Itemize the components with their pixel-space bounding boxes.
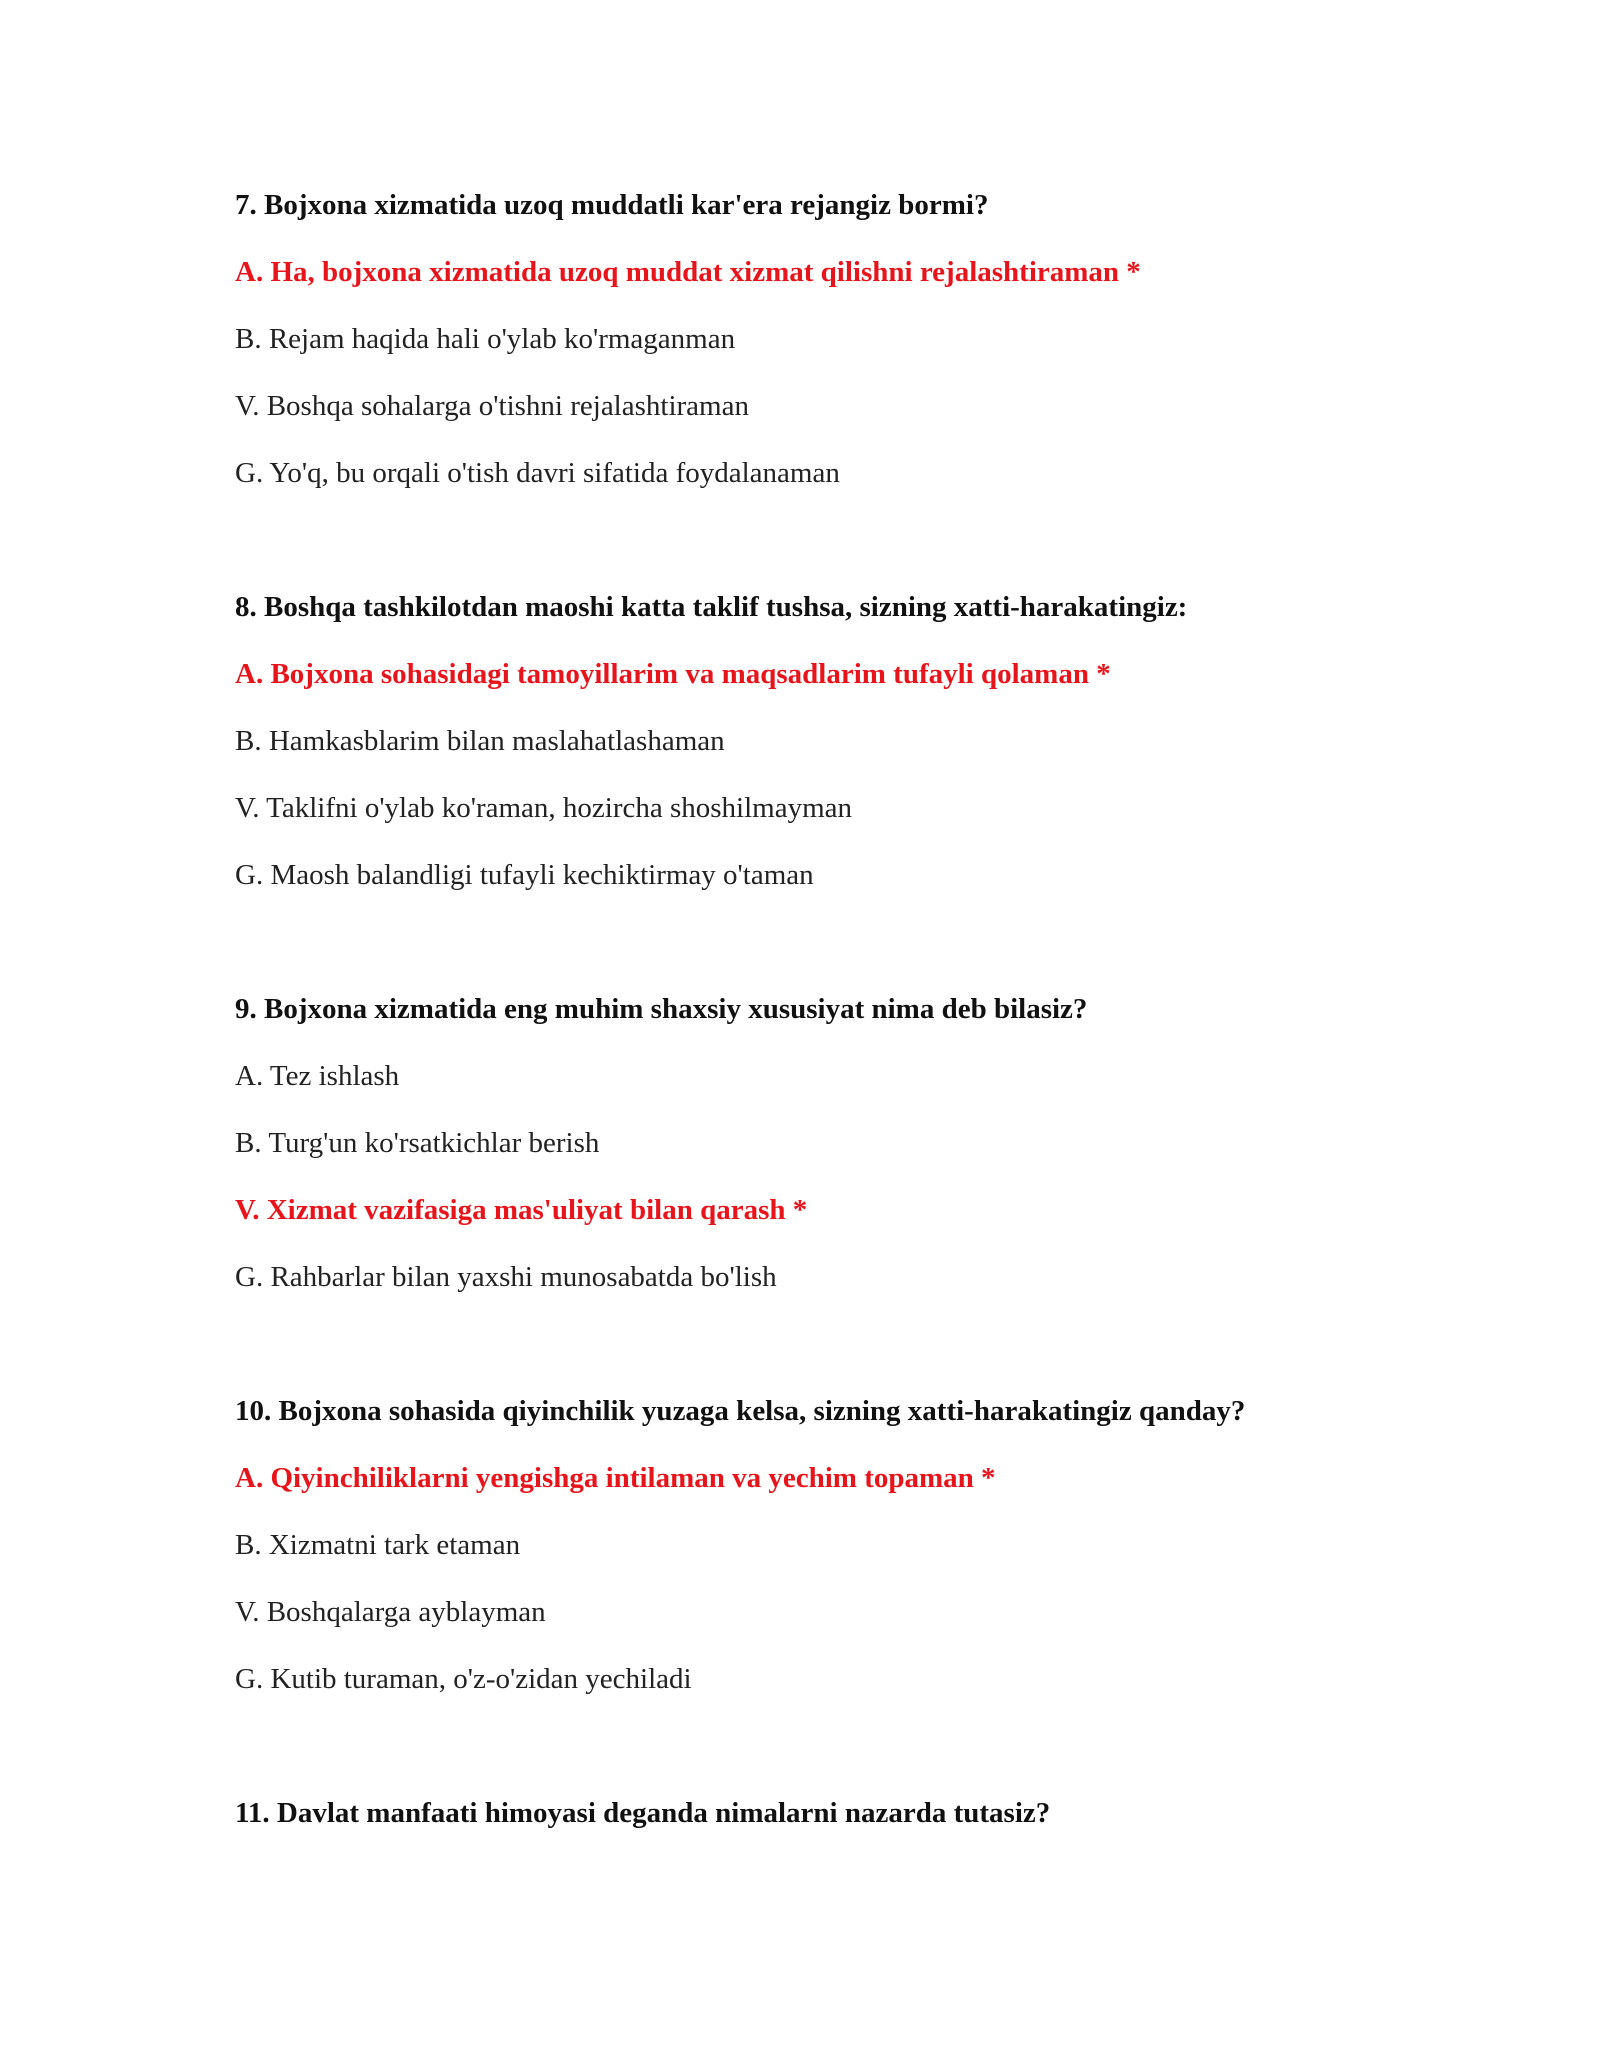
answer-option-b: B. Xizmatni tark etaman (235, 1529, 521, 1561)
answer-option-a: A. Qiyinchiliklarni yengishga intilaman va yechim topaman * (235, 1462, 996, 1494)
answer-option-a: A. Bojxona sohasidagi tamoyillarim va maqsadlarim tufayli qolaman * (235, 658, 1111, 690)
answer-option-v: V. Taklifni o'ylab ko'raman, hozircha shoshilmayman (235, 792, 853, 824)
question-title: 9. Bojxona xizmatida eng muhim shaxsiy xususiyat nima deb bilasiz? (235, 993, 1088, 1025)
answer-option-b: B. Hamkasblarim bilan maslahatlashaman (235, 725, 725, 757)
answer-option-a: A. Ha, bojxona xizmatida uzoq muddat xizmat qilishni rejalashtiraman * (235, 256, 1141, 288)
answer-option-g: G. Yo'q, bu orqali o'tish davri sifatida foydalanaman (235, 457, 840, 489)
question-title: 8. Boshqa tashkilotdan maoshi katta taklif tushsa, sizning xatti-harakatingiz: (235, 591, 1188, 623)
answer-option-g: G. Rahbarlar bilan yaxshi munosabatda bo'lish (235, 1261, 777, 1293)
answer-option-v: V. Boshqalarga ayblayman (235, 1596, 546, 1628)
answer-option-v: V. Xizmat vazifasiga mas'uliyat bilan qarash * (235, 1194, 808, 1226)
answer-option-b: B. Rejam haqida hali o'ylab ko'rmaganman (235, 323, 736, 355)
answer-option-v: V. Boshqa sohalarga o'tishni rejalashtiraman (235, 390, 749, 422)
answer-option-g: G. Kutib turaman, o'z-o'zidan yechiladi (235, 1663, 692, 1695)
answer-option-a: A. Tez ishlash (235, 1060, 400, 1092)
question-title: 10. Bojxona sohasida qiyinchilik yuzaga kelsa, sizning xatti-harakatingiz qanday? (235, 1395, 1246, 1427)
question-title: 7. Bojxona xizmatida uzoq muddatli kar'era rejangiz bormi? (235, 189, 989, 221)
answer-option-g: G. Maosh balandligi tufayli kechiktirmay o'taman (235, 859, 814, 891)
question-title: 11. Davlat manfaati himoyasi deganda nimalarni nazarda tutasiz? (235, 1797, 1051, 1829)
answer-option-b: B. Turg'un ko'rsatkichlar berish (235, 1127, 600, 1159)
